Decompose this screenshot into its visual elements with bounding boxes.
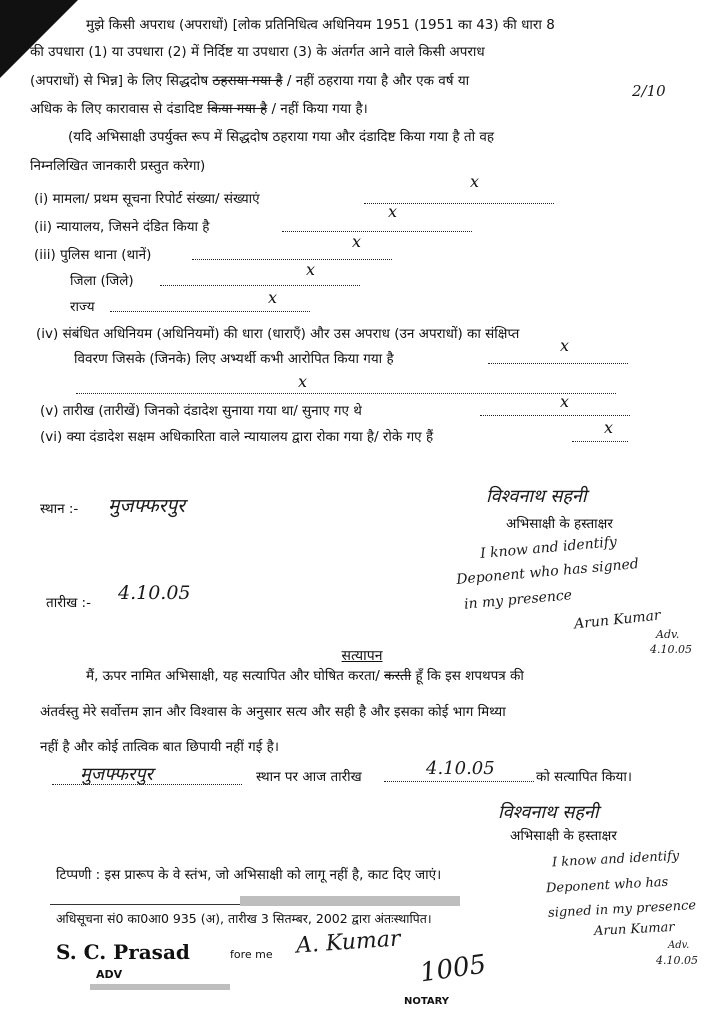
verification-line4-b: को सत्यापित किया। [536,769,632,785]
item-iv-line1: (iv) संबंधित अधिनियम (अधिनियमों) की धारा (धाराएँ) और उस अपराध (उन अपराधों) का संक्षिप्त [36,326,520,342]
notary-initials: 1005 [418,949,488,989]
item-ii-cross: x [388,202,398,221]
verification-line2: अंतर्वस्तु मेरे सर्वोत्तम ज्ञान और विश्वास के अनुसार सत्य और सही है और इसका कोई भाग मिथ्या [40,704,506,720]
item-iii-cross: x [352,232,362,251]
scan-corner-shadow [0,0,78,78]
notary-stamp: NOTARY [404,996,450,1007]
item-vi-cross: x [604,418,614,437]
item-district-blank [160,285,360,286]
verification-title: सत्यापन [341,648,383,664]
verification-line1-a: मैं, ऊपर नामित अभिसाक्षी, यह सत्यापित और घोषित करता/ [86,668,380,684]
advocate-note-line6: 4.10.05 [650,643,692,656]
verification-line3: नहीं है और कोई तात्विक बात छिपायी नहीं गई है। [40,739,279,755]
item-vi-label: (vi) क्या दंडादेश सक्षम अधिकारिता वाले न्यायालय द्वारा रोका गया है/ रोके गए हैं [40,429,434,445]
place-label: स्थान :- [40,501,79,517]
advocate-note-line1: I know and identify [479,534,618,562]
item-state-cross: x [268,288,278,307]
item-iii-label: (iii) पुलिस थाना (थानें) [34,247,152,263]
deponent-signature-label-2: अभिसाक्षी के हस्ताक्षर [510,828,617,844]
stamp-adv: ADV [96,968,123,981]
item-i-cross: x [470,172,480,191]
stamp-before-me: fore me [230,948,273,961]
notification-line: अधिसूचना सं0 का0आ0 935 (अ), तारीख 3 सितम्बर, 2002 द्वारा अंतःस्थापित। [56,911,432,926]
advocate-note2-line5: Adv. [668,940,690,951]
item-i-label: (i) मामला/ प्रथम सूचना रिपोर्ट संख्या/ संख्याएं [34,191,260,207]
para2-line1: (यदि अभिसाक्षी उपर्युक्त रूप में सिद्धदोष ठहराया गया और दंडादिष्ट किया गया है तो वह [68,129,495,145]
advocate-note-line3: in my presence [463,587,573,613]
para1-line4 [30,100,368,118]
para1-line4-struck: किया गया है [207,101,268,117]
para1-line3-b: / नहीं ठहराया गया है और एक वर्ष या [286,73,470,89]
item-iv-cross: x [560,336,570,355]
advocate-note2-line6: 4.10.05 [656,954,698,967]
advocate-note-line2: Deponent who has signed [455,556,640,588]
item-district-label: जिला (जिले) [70,273,134,289]
item-v-cross: x [560,392,570,411]
stamp-smudge [240,896,460,906]
item-ii-blank [282,231,472,232]
item-vi-blank [572,441,628,442]
para1-line3 [30,72,469,90]
date-label: तारीख :- [46,595,91,611]
verification-line1 [86,667,524,685]
item-v-blank [480,415,630,416]
advocate-note-line5: Adv. [656,628,680,641]
page-number-mark: 2/10 [632,82,666,100]
para1-line4-b: / नहीं किया गया है। [271,101,368,117]
para1-line3-a: (अपराधों) से भिन्न] के लिए सिद्धदोष [30,73,209,89]
item-iv-blank-2 [76,393,616,394]
footer-rule [50,904,240,905]
para1-line1: मुझे किसी अपराध (अपराधों) [लोक प्रतिनिधित्व अधिनियम 1951 (1951 का 43) की धारा 8 [86,17,555,33]
para1-line4-a: अधिक के लिए कारावास से दंडादिष्ट [30,101,203,117]
para2-line2: निम्नलिखित जानकारी प्रस्तुत करेगा) [30,158,206,174]
para1-line2: की उपधारा (1) या उपधारा (2) में निर्दिष्ट या उपधारा (3) के अंतर्गत आने वाले किसी अपराध [30,44,485,60]
verification-line4-a: स्थान पर आज तारीख [256,769,362,785]
date-handwritten: 4.10.05 [118,582,191,604]
item-iv-blank [488,363,628,364]
verification-line1-b: हूँ कि इस शपथपत्र की [415,668,524,684]
footer-note: टिप्पणी : इस प्रारूप के वे स्तंभ, जो अभिसाक्षी को लागू नहीं है, काट दिए जाएं। [56,867,442,883]
item-iv-cross-2: x [298,372,308,391]
verification-date-handwritten: 4.10.05 [426,758,495,779]
notary-handwritten-name: A. Kumar [295,926,402,959]
stamp-smudge-2 [90,984,230,990]
item-district-cross: x [306,260,316,279]
advocate-note2-line4: Arun Kumar [593,919,675,940]
item-iv-line2: विवरण जिसके (जिनके) लिए अभ्यर्थी कभी आरोपित किया गया है [74,351,394,367]
advocate-note2-line1: I know and identify [551,848,680,871]
advocate-note-line4: Arun Kumar [573,607,662,633]
item-state-label: राज्य [70,299,95,315]
deponent-signature-label: अभिसाक्षी के हस्ताक्षर [506,516,613,532]
advocate-note2-line3: signed in my presence [547,898,697,921]
item-state-blank [110,311,310,312]
verification-date-blank [384,781,534,782]
verification-place-handwritten: मुजफ्फरपुर [80,764,153,785]
para1-line3-struck: ठहराया गया है [212,73,283,89]
notary-name-stamp: S. C. Prasad [56,940,190,964]
verification-line1-struck: करती [384,668,412,684]
place-handwritten: मुजफ्फरपुर [108,495,185,517]
deponent-signature-2: विश्वनाथ सहनी [498,802,599,823]
item-ii-label: (ii) न्यायालय, जिसने दंडित किया है [34,219,210,235]
item-v-label: (v) तारीख (तारीखें) जिनको दंडादेश सुनाया गया था/ सुनाए गए थे [40,403,362,419]
deponent-signature: विश्वनाथ सहनी [486,486,587,507]
item-iii-blank [192,259,392,260]
advocate-note2-line2: Deponent who has [545,874,669,897]
